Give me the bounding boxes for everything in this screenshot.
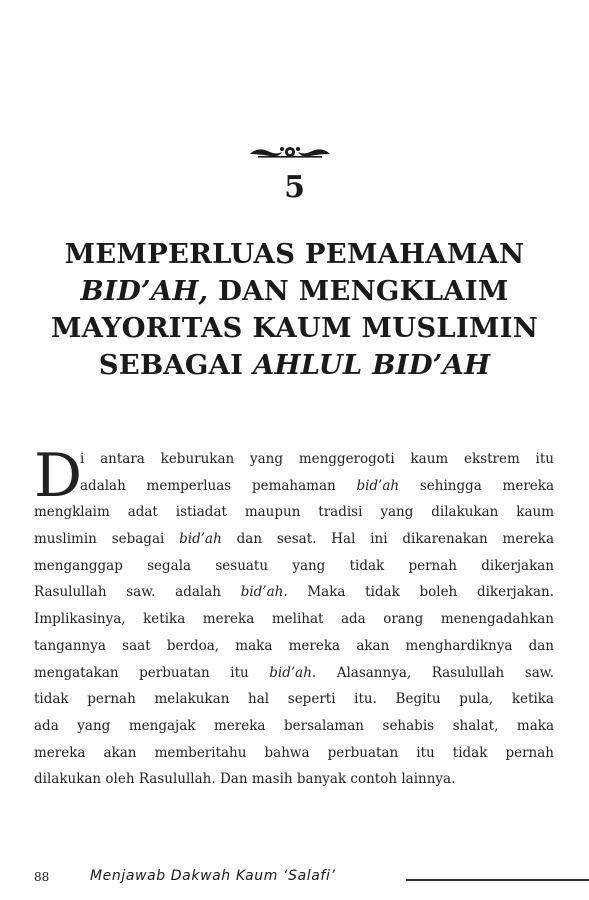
body-line <box>34 766 554 793</box>
body-italic-term: bid’ah <box>240 584 284 601</box>
body-line <box>34 499 554 526</box>
page-footer <box>34 866 554 890</box>
body-line <box>34 473 554 500</box>
body-text: i antara keburukan yang menggerogoti kaum ekstrem itu <box>80 451 554 467</box>
body-line <box>34 713 554 740</box>
body-text: tidak pernah melakukan hal seperti itu. Begitu pula, ketika <box>34 691 554 708</box>
title-line <box>20 310 569 347</box>
body-line <box>34 686 554 713</box>
title-text: MEMPERLUAS PEMAHAMAN <box>64 238 525 270</box>
body-text: menganggap segala sesuatu yang tidak pernah dikerjakan <box>34 557 554 574</box>
title-italic-text: AHLUL BID’AH <box>252 349 491 381</box>
body-line <box>34 660 554 687</box>
body-text: . Alasannya, Rasulullah saw. <box>311 664 554 681</box>
title-line <box>20 273 569 310</box>
decorative-flourish-icon <box>248 144 332 160</box>
body-text: muslimin sebagai <box>34 531 180 548</box>
chapter-number: 5 <box>284 170 305 205</box>
chapter-title <box>20 236 569 384</box>
body-text: . Maka tidak boleh dikerjakan. <box>283 584 554 601</box>
running-title: Menjawab Dakwah Kaum ‘Salafi’ <box>90 868 336 884</box>
body-text: ada yang mengajak mereka bersalaman sehabis shalat, maka <box>34 717 554 734</box>
body-paragraph <box>34 441 554 793</box>
title-text: MAYORITAS KAUM MUSLIMIN <box>50 312 539 344</box>
body-italic-term: bid’ah <box>269 664 312 681</box>
body-line <box>34 526 554 553</box>
body-line <box>34 446 554 473</box>
body-italic-term: bid’ah <box>179 531 222 548</box>
body-text: tangannya saat berdoa, maka mereka akan menghardiknya dan <box>34 637 554 654</box>
page-number: 88 <box>34 870 50 884</box>
title-line <box>20 236 569 273</box>
body-text: dan sesat. Hal ini dikarenakan mereka <box>221 531 554 548</box>
title-line <box>20 347 569 384</box>
drop-cap: D <box>34 441 83 511</box>
body-text: mengatakan perbuatan itu <box>34 664 270 681</box>
footer-rule <box>406 879 589 881</box>
body-line <box>34 740 554 767</box>
title-italic-text: BID’AH, <box>80 275 209 307</box>
body-line <box>34 633 554 660</box>
body-italic-term: bid’ah <box>356 477 400 494</box>
body-line <box>34 553 554 580</box>
body-text: sehingga mereka <box>399 477 554 494</box>
title-text: DAN MENGKLAIM <box>208 275 509 307</box>
body-text: mengklaim adat istiadat maupun tradisi yang dilakukan kaum <box>34 504 554 521</box>
body-text: Rasulullah saw. adalah <box>34 584 241 601</box>
body-line <box>34 579 554 606</box>
body-text: mereka akan memberitahu bahwa perbuatan itu tidak pernah <box>34 744 554 761</box>
body-text: Implikasinya, ketika mereka melihat ada orang menengadahkan <box>34 611 554 628</box>
body-text: adalah memperluas pemahaman <box>80 477 357 494</box>
body-text: dilakukan oleh Rasulullah. Dan masih banyak contoh lainnya. <box>34 771 456 788</box>
title-text: SEBAGAI <box>98 349 253 381</box>
body-line <box>34 606 554 633</box>
